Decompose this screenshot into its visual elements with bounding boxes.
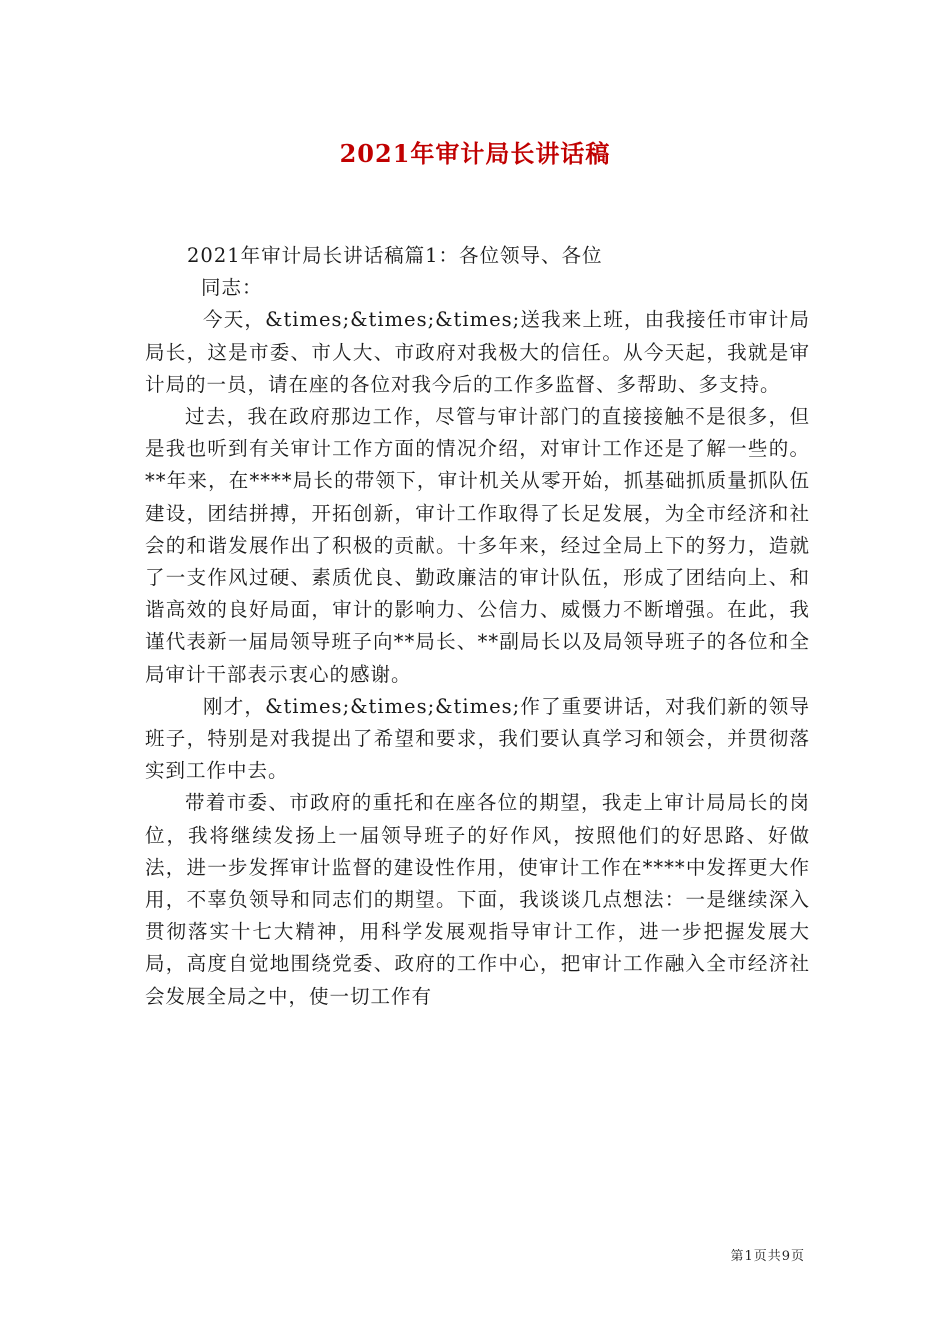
paragraph-1: 今天，&times;&times;&times;送我来上班，由我接任市审计局局长，这是市委、市人大、市政府对我极大的信任。从今天起，我就是审计局的一员，请在座的各位对我今后的工作多监督、多帮助、多支持。	[145, 308, 810, 396]
document-body	[145, 240, 810, 1013]
paragraph-salutation: 同志：	[201, 276, 263, 300]
paragraph-3: 刚才，&times;&times;&times;作了重要讲话，对我们新的领导班子，特别是对我提出了希望和要求，我们要认真学习和领会，并贯彻落实到工作中去。	[145, 694, 810, 783]
page-title: 2021年审计局长讲话稿	[339, 139, 611, 168]
paragraph-heading: 2021年审计局长讲话稿篇1：各位领导、各位	[187, 244, 603, 267]
paragraph-4: 带着市委、市政府的重托和在座各位的期望，我走上审计局局长的岗位，我将继续发扬上一届领导班子的好作风，按照他们的好思路、好做法，进一步发挥审计监督的建设性作用，使审计工作在****中发挥更大作用，不辜负领导和同志们的期望。下面，我谈谈几点想法：一是继续深入贯彻落实十七大精神，用科学发展观指导审计工作，进一步把握发展大局，高度自觉地围绕党委、政府的工作中心，把审计工作融入全市经济社会发展全局之中，使一切工作有	[145, 791, 810, 1008]
page-number: 第1页共9页	[730, 1249, 805, 1264]
paragraph-2: 过去，我在政府那边工作，尽管与审计部门的直接接触不是很多，但是我也听到有关审计工作方面的情况介绍，对审计工作还是了解一些的。**年来，在****局长的带领下，审计机关从零开始，抓基础抓质量抓队伍建设，团结拼搏，开拓创新，审计工作取得了长足发展，为全市经济和社会的和谐发展作出了积极的贡献。十多年来，经过全局上下的努力，造就了一支作风过硬、素质优良、勤政廉洁的审计队伍，形成了团结向上、和谐高效的良好局面，审计的影响力、公信力、威慑力不断增强。在此，我谨代表新一届局领导班子向**局长、**副局长以及局领导班子的各位和全局审计干部表示衷心的感谢。	[145, 405, 810, 686]
